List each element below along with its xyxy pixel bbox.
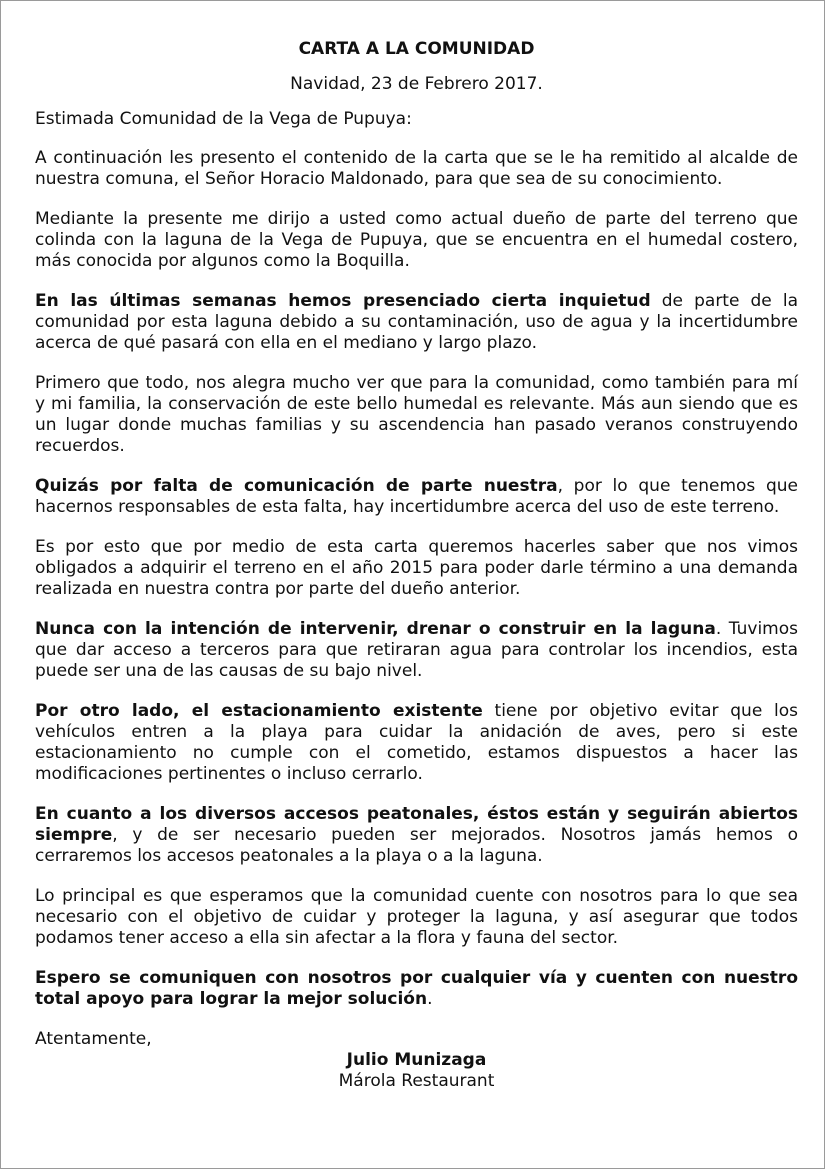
letter-closing: Atentamente, — [35, 1029, 152, 1049]
paragraph-8: Por otro lado, el estacionamiento existente tiene por objetivo evitar que los vehículos entren a la playa para cuidar la anidación de aves, pero si este estacionamiento no cumple con el cometido, estamos dispuestos a hacer las modificaciones pertinentes o incluso cerrarlo. — [35, 701, 798, 784]
paragraph-5: Quizás por falta de comunicación de parte nuestra, por lo que tenemos que hacernos responsables de esta falta, hay incertidumbre acerca del uso de este terreno. — [35, 476, 798, 517]
paragraph-10: Lo principal es que esperamos que la comunidad cuente con nosotros para lo que sea necesario con el objetivo de cuidar y proteger la laguna, y así asegurar que todos podamos tener acceso a ella sin afectar a la flora y fauna del sector. — [35, 886, 798, 948]
letter-content — [35, 35, 798, 1092]
paragraph-4: Primero que todo, nos alegra mucho ver que para la comunidad, como también para mí y mi familia, la conservación de este bello humedal es relevante. Más aun siendo que es un lugar donde muchas familias y su ascendencia han pasado veranos construyendo recuerdos. — [35, 373, 798, 456]
letter-greeting: Estimada Comunidad de la Vega de Pupuya: — [35, 109, 412, 129]
paragraph-11: Espero se comuniquen con nosotros por cualquier vía y cuenten con nuestro total apoyo para lograr la mejor solución. — [35, 968, 798, 1009]
paragraph-3: En las últimas semanas hemos presenciado cierta inquietud de parte de la comunidad por esta laguna debido a su contaminación, uso de agua y la incertidumbre acerca de qué pasará con ella en el mediano y largo plazo. — [35, 291, 798, 353]
paragraph-7: Nunca con la intención de intervenir, drenar o construir en la laguna. Tuvimos que dar acceso a terceros para que retiraran agua para controlar los incendios, esta puede ser una de las causas de su bajo nivel. — [35, 619, 798, 681]
paragraph-9: En cuanto a los diversos accesos peatonales, éstos están y seguirán abiertos siempre, y de ser necesario pueden ser mejorados. Nosotros jamás hemos o cerraremos los accesos peatonales a la playa o a la laguna. — [35, 804, 798, 866]
paragraph-6: Es por esto que por medio de esta carta queremos hacerles saber que nos vimos obligados a adquirir el terreno en el año 2015 para poder darle término a una demanda realizada en nuestra contra por parte del dueño anterior. — [35, 537, 798, 599]
paragraph-1: A continuación les presento el contenido de la carta que se le ha remitido al alcalde de nuestra comuna, el Señor Horacio Maldonado, para que sea de su conocimiento. — [35, 148, 798, 189]
paragraph-2: Mediante la presente me dirijo a usted como actual dueño de parte del terreno que colinda con la laguna de la Vega de Pupuya, que se encuentra en el humedal costero, más conocida por algunos como la Boquilla. — [35, 209, 798, 271]
signature-name: Julio Munizaga — [346, 1050, 487, 1070]
signature-affiliation: Márola Restaurant — [338, 1071, 495, 1091]
letter-title: CARTA A LA COMUNIDAD — [298, 39, 535, 59]
letter-date: Navidad, 23 de Febrero 2017. — [290, 74, 543, 94]
